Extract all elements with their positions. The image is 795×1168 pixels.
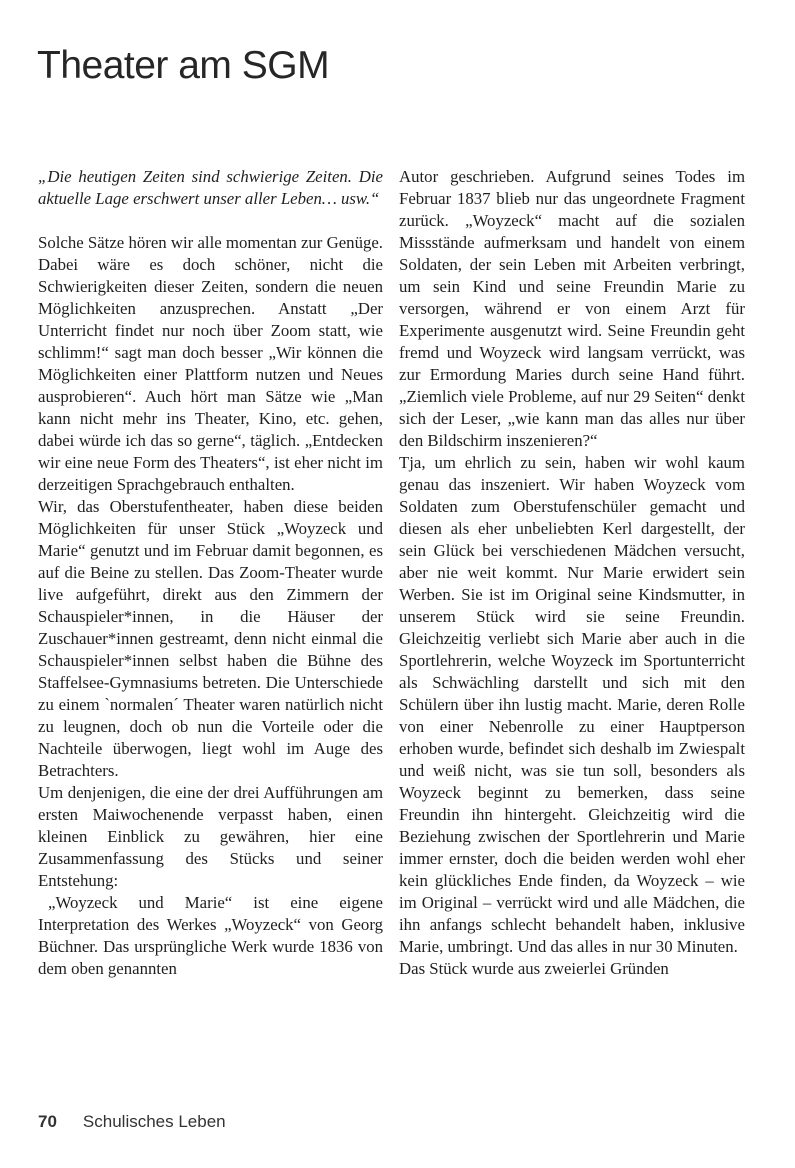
- paragraph: Solche Sätze hören wir alle momentan zur Genüge. Dabei wäre es doch schöner, nicht die Schwierigkeiten dieser Zeiten, sondern die neuen Möglichkeiten anzusprechen. Anstatt „Der Unterricht findet nur noch über Zoom statt, wie schlimm!“ sagt man doch besser „Wir können die Möglichkeiten einer Plattform nutzen und Neues ausprobieren“. Auch hört man Sätze wie „Man kann nicht mehr ins Theater, Kino, etc. gehen, dabei würde ich das so gerne“, täglich. „Entdecken wir eine neue Form des Theaters“, ist eher nicht im derzeitigen Sprachgebrauch enthalten.: [38, 233, 383, 494]
- page-footer: [38, 1112, 226, 1132]
- paragraph: Wir, das Oberstufentheater, haben diese beiden Möglichkeiten für unser Stück „Woyzeck und Marie“ genutzt und im Februar damit begonnen, es auf die Beine zu stellen. Das Zoom-Theater wurde live aufgeführt, direkt aus den Zimmern der Schauspieler*innen, in die Häuser der Zuschauer*innen gestreamt, denn nicht einmal die Schauspieler*innen selbst haben die Bühne des Staffelsee-Gymnasiums betreten. Die Unterschiede zu einem `normalen´ Theater waren natürlich nicht zu leugnen, doch ob nun die Vorteile oder die Nachteile überwogen, liegt wohl im Auge des Betrachters.: [38, 497, 383, 780]
- paragraph: „Woyzeck und Marie“ ist eine eigene Interpretation des Werkes „Woyzeck“ von Georg Büchner. Das ursprüngliche Werk wurde 1836 von dem oben genannten: [38, 893, 383, 978]
- intro-quote: „Die heutigen Zeiten sind schwierige Zeiten. Die aktuelle Lage erschwert unser aller Leben… usw.“: [38, 167, 383, 208]
- page-number: 70: [38, 1112, 57, 1131]
- left-column: [38, 166, 383, 980]
- section-label: Schulisches Leben: [82, 1112, 226, 1131]
- page-title: Theater am SGM: [37, 44, 330, 87]
- paragraph: Tja, um ehrlich zu sein, haben wir wohl kaum genau das inszeniert. Wir haben Woyzeck vom Soldaten zum Oberstufenschüler gemacht und diesen als eher unbeliebten Kerl dargestellt, der sein Glück bei verschiedenen Mädchen versucht, aber nie weit kommt. Nur Marie erwidert sein Werben. Sie ist im Original seine Kindsmutter, in unserem Stück wird sie seine Freundin. Gleichzeitig verliebt sich Marie aber auch in die Sportlehrerin, welche Woyzeck im Sportunterricht als Schwächling darstellt und sich mit den Schülern über ihn lustig macht. Marie, deren Rolle von einer Nebenrolle zu einer Hauptperson erhoben wurde, befindet sich deshalb im Zwiespalt und weiß nicht, was sie tun soll, besonders als Woyzeck beginnt zu bemerken, dass seine Freundin ihn hintergeht. Gleichzeitig wird die Beziehung zwischen der Sportlehrerin und Marie immer ernster, doch die beiden werden wohl eher kein glückliches Ende finden, da Woyzeck – wie im Original – verrückt wird und alle Mädchen, die ihn anfangs schlecht behandelt haben, inklusive Marie, umbringt. Und das alles in nur 30 Minuten.: [399, 453, 745, 956]
- paragraph: Das Stück wurde aus zweierlei Gründen: [399, 959, 669, 978]
- paragraph: Autor geschrieben. Aufgrund seines Todes im Februar 1837 blieb nur das ungeordnete Fragment zurück. „Woyzeck“ macht auf die sozialen Missstände aufmerksam und handelt von einem Soldaten, der sein Leben mit Arbeiten verbringt, um sein Kind und seine Freundin Marie zu versorgen, während er von einem Arzt für Experimente ausgenutzt wird. Seine Freundin geht fremd und Woyzeck wird langsam verrückt, was zur Ermordung Maries durch seine Hand führt. „Ziemlich viele Probleme, auf nur 29 Seiten“ denkt sich der Leser, „wie kann man das alles nur über den Bildschirm inszenieren?“: [399, 167, 745, 450]
- paragraph: Um denjenigen, die eine der drei Aufführungen am ersten Maiwochenende verpasst haben, einen kleinen Einblick zu gewähren, hier eine Zusammenfassung des Stücks und seiner Entstehung:: [38, 783, 383, 890]
- right-column: [399, 166, 745, 980]
